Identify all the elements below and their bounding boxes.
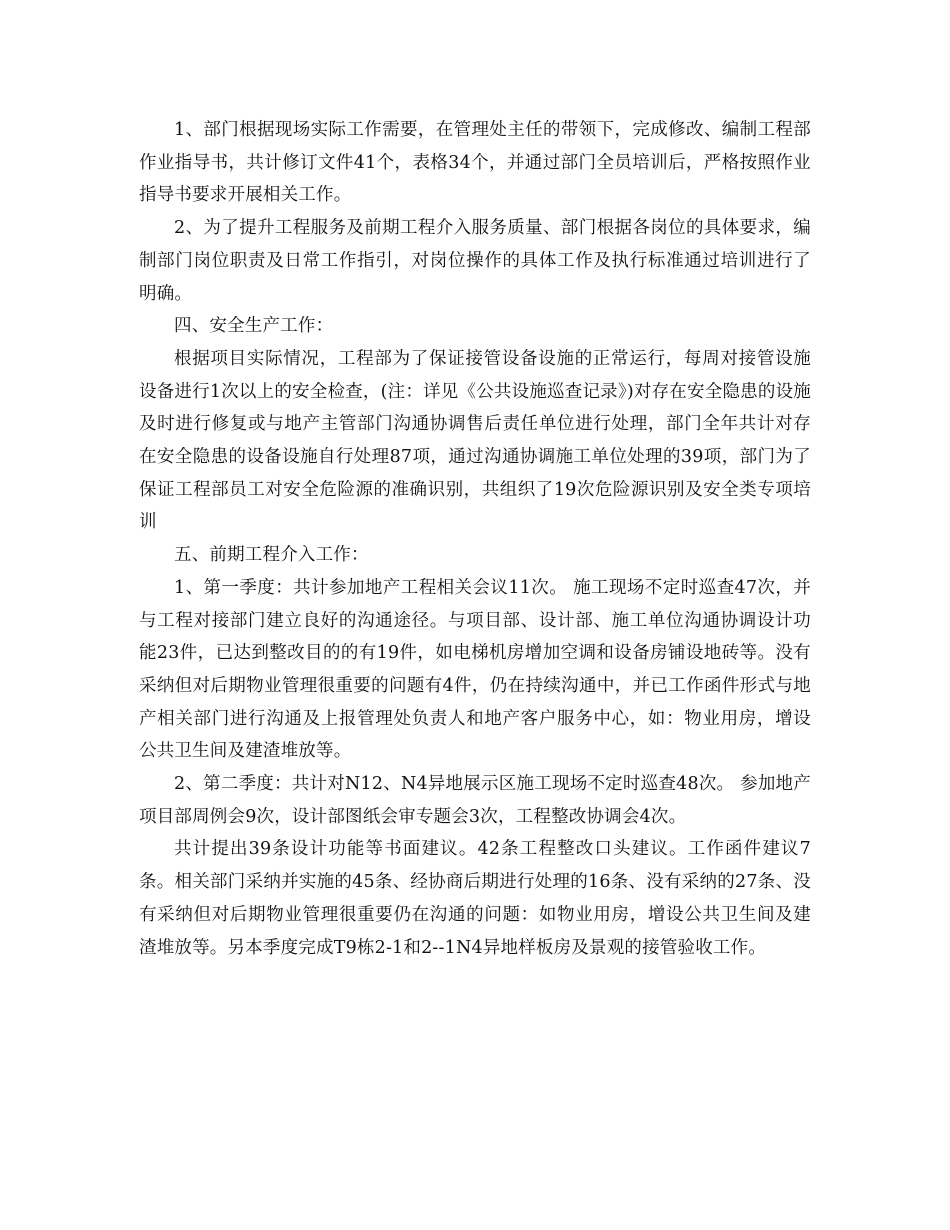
section-heading-safety: 四、安全生产工作： — [174, 316, 334, 337]
section-heading-early-intervention: 五、前期工程介入工作： — [174, 545, 369, 566]
paragraph-suggestions: 共计提出39条设计功能等书面建议。42条工程整改口头建议。工作函件建议7条。相关部门采纳并实施的45条、经协商后期进行处理的16条、没有采纳的27条、没有采纳但对后期物业管理很重要仍在沟通的问题：如物业用房，增设公共卫生间及建渣堆放等。另本季度完成T9栋2-1和2--1N4异地样板房及景观的接管验收工作。 — [139, 839, 811, 958]
paragraph-1: 1、部门根据现场实际工作需要，在管理处主任的带领下，完成修改、编制工程部作业指导书，共计修订文件41个，表格34个，并通过部门全员培训后，严格按照作业指导书要求开展相关工作。 — [139, 120, 811, 206]
document-body — [139, 114, 811, 964]
paragraph-q2: 2、第二季度：共计对N12、N4异地展示区施工现场不定时巡查48次。 参加地产项目部周例会9次，设计部图纸会审专题会3次，工程整改协调会4次。 — [139, 774, 811, 827]
paragraph-2: 2、为了提升工程服务及前期工程介入服务质量、部门根据各岗位的具体要求，编制部门岗位职责及日常工作指引，对岗位操作的具体工作及执行标准通过培训进行了明确。 — [139, 218, 811, 304]
paragraph-q1: 1、第一季度：共计参加地产工程相关会议11次。 施工现场不定时巡查47次，并与工程对接部门建立良好的沟通途径。与项目部、设计部、施工单位沟通协调设计功能23件，已达到整改目的的有19件，如电梯机房增加空调和设备房铺设地砖等。没有采纳但对后期物业管理很重要的问题有4件，仍在持续沟通中，并已工作函件形式与地产相关部门进行沟通及上报管理处负责人和地产客户服务中心，如：物业用房，增设公共卫生间及建渣堆放等。 — [139, 577, 811, 762]
paragraph-safety: 根据项目实际情况，工程部为了保证接管设备设施的正常运行，每周对接管设施设备进行1次以上的安全检查，(注：详见《公共设施巡查记录》)对存在安全隐患的设施及时进行修复或与地产主管部门沟通协调售后责任单位进行处理，部门全年共计对存在安全隐患的设备设施自行处理87项，通过沟通协调施工单位处理的39项，部门为了保证工程部员工对安全危险源的准确识别，共组织了19次危险源识别及安全类专项培训 — [139, 348, 811, 533]
